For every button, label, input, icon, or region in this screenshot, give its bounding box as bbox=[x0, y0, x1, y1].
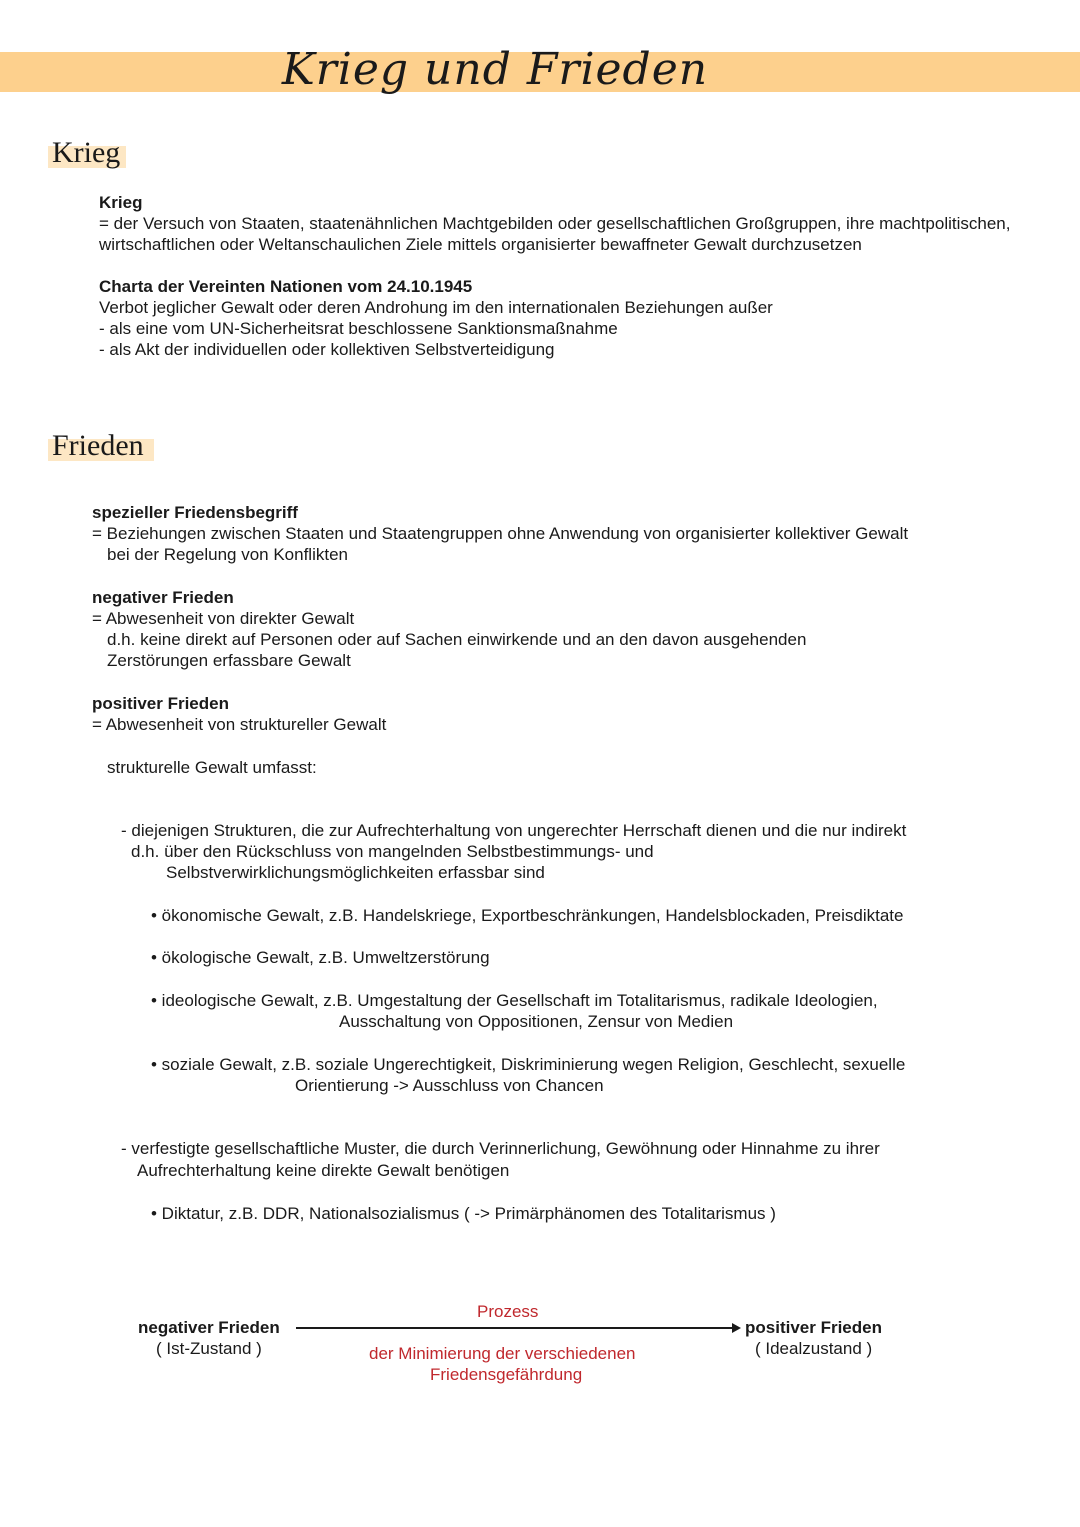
strukturell-intro: strukturelle Gewalt umfasst: bbox=[107, 758, 317, 777]
bullet-ideologisch: • ideologische Gewalt, z.B. Umgestaltung der Gesellschaft im Totalitarismus, radikale Ideologien, bbox=[151, 991, 878, 1010]
diagram-process-desc: der Minimierung der verschiedenen bbox=[369, 1344, 636, 1363]
bullet-sozial-continuation: Orientierung -> Ausschluss von Chancen bbox=[295, 1076, 604, 1095]
strukturen-line: d.h. über den Rückschluss von mangelnden Selbstbestimmungs- und bbox=[131, 842, 654, 861]
bullet-oekologisch: • ökologische Gewalt, z.B. Umweltzerstörung bbox=[151, 948, 490, 967]
muster-line: - verfestigte gesellschaftliche Muster, die durch Verinnerlichung, Gewöhnung oder Hinnahme zu ihrer bbox=[121, 1139, 880, 1158]
krieg-definition-line: = der Versuch von Staaten, staatenähnlichen Machtgebilden oder gesellschaftlichen Großgruppen, ihre machtpolitischen, bbox=[99, 214, 1011, 233]
positiv-term: positiver Frieden bbox=[92, 694, 229, 713]
diagram-process-desc: Friedensgefährdung bbox=[430, 1365, 583, 1384]
negativ-line: d.h. keine direkt auf Personen oder auf Sachen einwirkende und an den davon ausgehenden bbox=[107, 630, 807, 649]
diagram-process-label: Prozess bbox=[477, 1302, 539, 1321]
section-heading-frieden-text: Frieden bbox=[52, 429, 144, 462]
charta-line: - als eine vom UN-Sicherheitsrat beschlossene Sanktionsmaßnahme bbox=[99, 319, 618, 338]
diagram-left-label: negativer Frieden bbox=[138, 1318, 280, 1337]
negativ-line: Zerstörungen erfassbare Gewalt bbox=[107, 651, 351, 670]
spezieller-line: bei der Regelung von Konflikten bbox=[107, 545, 348, 564]
spezieller-term: spezieller Friedensbegriff bbox=[92, 503, 298, 522]
strukturen-line: Selbstverwirklichungsmöglichkeiten erfassbar sind bbox=[166, 863, 545, 882]
page-title: Krieg und Frieden bbox=[281, 44, 709, 95]
diagram-left-sub: ( Ist-Zustand ) bbox=[156, 1339, 262, 1358]
diagram-right-label: positiver Frieden bbox=[745, 1318, 882, 1337]
spezieller-line: = Beziehungen zwischen Staaten und Staatengruppen ohne Anwendung von organisierter kollektiver Gewalt bbox=[92, 524, 909, 543]
process-arrow-line bbox=[296, 1327, 734, 1329]
bullet-sozial: • soziale Gewalt, z.B. soziale Ungerechtigkeit, Diskriminierung wegen Religion, Geschlecht, sexuelle bbox=[151, 1055, 906, 1074]
section-heading-krieg-text: Krieg bbox=[52, 136, 121, 169]
arrow-right-icon bbox=[732, 1323, 741, 1333]
negativ-line: = Abwesenheit von direkter Gewalt bbox=[92, 609, 355, 628]
bullet-oekonomisch: • ökonomische Gewalt, z.B. Handelskriege, Exportbeschränkungen, Handelsblockaden, Preisdiktate bbox=[151, 906, 904, 925]
strukturen-line: - diejenigen Strukturen, die zur Aufrechterhaltung von ungerechter Herrschaft dienen und die nur indirekt bbox=[121, 821, 907, 840]
krieg-definition-line: wirtschaftlichen oder Weltanschaulichen Ziele mittels organisierter bewaffneter Gewalt durchzusetzen bbox=[99, 235, 862, 254]
bullet-diktatur: • Diktatur, z.B. DDR, Nationalsozialismus ( -> Primärphänomen des Totalitarismus ) bbox=[151, 1204, 776, 1223]
muster-line: Aufrechterhaltung keine direkte Gewalt benötigen bbox=[137, 1161, 510, 1180]
positiv-line: = Abwesenheit von struktureller Gewalt bbox=[92, 715, 387, 734]
diagram-right-sub: ( Idealzustand ) bbox=[755, 1339, 873, 1358]
section-heading-frieden bbox=[52, 429, 144, 463]
negativ-term: negativer Frieden bbox=[92, 588, 234, 607]
section-heading-krieg bbox=[52, 136, 120, 170]
charta-line: - als Akt der individuellen oder kollektiven Selbstverteidigung bbox=[99, 340, 555, 359]
charta-line: Verbot jeglicher Gewalt oder deren Androhung im den internationalen Beziehungen außer bbox=[99, 298, 773, 317]
bullet-ideologisch-continuation: Ausschaltung von Oppositionen, Zensur von Medien bbox=[339, 1012, 734, 1031]
charta-title: Charta der Vereinten Nationen vom 24.10.1945 bbox=[99, 277, 473, 296]
krieg-definition-term: Krieg bbox=[99, 193, 143, 212]
